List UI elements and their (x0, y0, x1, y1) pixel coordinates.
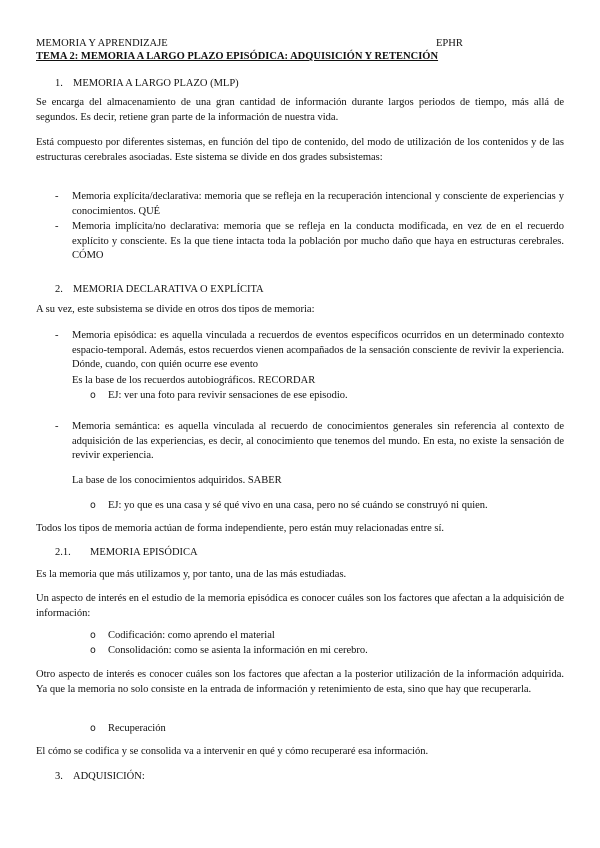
sub-item-text: EJ: ver una foto para revivir sensaciones de ese episodio. (108, 390, 348, 401)
bullet-text: Memoria episódica: es aquella vinculada a recuerdos de eventos específicos ocurridos en un determinado contexto espacio-temporal. Además, estos recuerdos vienen acompañados de la sensación consciente de revivir la experiencia. Dónde, cuando, con quién ocurre ese evento (72, 330, 564, 371)
bullet-dash: - (55, 191, 59, 202)
bullet-text: Memoria implícita/no declarativa: memoria que se refleja en la conducta modificada, en vez de en el recuerdo explícito y consciente. Es la que tiene intacta toda la población por mucho daño que haya en estructuras cerebrales. CÓMO (72, 221, 564, 262)
bullet-dash: - (55, 330, 59, 341)
sub-item (90, 499, 488, 514)
sub-item (90, 644, 368, 659)
sub-bullet: o (90, 390, 96, 401)
sub-item-text: EJ: yo que es una casa y sé qué vivo en una casa, pero no sé cuándo se construyó ni quien. (108, 500, 488, 511)
bullet-dash: - (55, 221, 59, 232)
bullet-item (55, 220, 564, 264)
section-title: MEMORIA EPISÓDICA (90, 547, 198, 558)
section-title: MEMORIA A LARGO PLAZO (MLP) (73, 78, 239, 89)
section-title: MEMORIA DECLARATIVA O EXPLÍCITA (73, 284, 264, 295)
bullet-item (55, 420, 564, 464)
sub-bullet: o (90, 723, 96, 734)
sub-item-text: Recuperación (108, 723, 166, 734)
section-number: 1. (55, 78, 63, 89)
bullet-continuation: La base de los conocimientos adquiridos. SABER (72, 475, 282, 486)
bullet-item (55, 190, 564, 219)
bullet-dash: - (55, 421, 59, 432)
paragraph: Otro aspecto de interés es conocer cuáles son los factores que afectan a la posterior utilización de la información adquirida. Ya que la memoria no solo consiste en la entrada de información y retenimiento de esta, sino que hay que recuperarla. (36, 669, 564, 695)
bullet-text: Memoria semántica: es aquella vinculada al recuerdo de conocimientos generales sin referencia al contexto de adquisición de las experiencias, es decir, al conocimiento que tenemos del mundo. En esta, no existe la sensación de revivir experiencia. (72, 421, 564, 462)
document-title: TEMA 2: MEMORIA A LARGO PLAZO EPISÓDICA: ADQUISICIÓN Y RETENCIÓN (36, 51, 439, 62)
sub-item-text: Codificación: como aprendo el material (108, 630, 275, 641)
sub-bullet: o (90, 630, 96, 641)
bullet-text: Memoria explícita/declarativa: memoria que se refleja en la recuperación intencional y consciente de experiencias y conocimientos. QUÉ (72, 191, 564, 217)
header-initials: EPHR (436, 38, 463, 49)
paragraph: El cómo se codifica y se consolida va a intervenir en qué y cómo recuperaré esa información. (36, 746, 429, 757)
section-number: 3. (55, 771, 63, 782)
paragraph: Está compuesto por diferentes sistemas, en función del tipo de contenido, del modo de utilización de los contenidos y de las estructuras cerebrales asociadas. Este sistema se divide en dos grades subsistemas: (36, 137, 564, 163)
sub-item (90, 722, 166, 737)
sub-item (90, 389, 348, 404)
section-title: ADQUISICIÓN: (73, 771, 145, 782)
sub-bullet: o (90, 500, 96, 511)
paragraph: Un aspecto de interés en el estudio de la memoria episódica es conocer cuáles son los factores que afectan a la adquisición de información: (36, 593, 564, 619)
bullet-item (55, 329, 564, 373)
sub-item (90, 629, 275, 644)
header-course: MEMORIA Y APRENDIZAJE (36, 38, 168, 49)
paragraph: Es la memoria que más utilizamos y, por tanto, una de las más estudiadas. (36, 569, 347, 580)
bullet-continuation: Es la base de los recuerdos autobiográficos. RECORDAR (72, 375, 316, 386)
sub-bullet: o (90, 645, 96, 656)
paragraph: Todos los tipos de memoria actúan de forma independiente, pero están muy relacionadas entre sí. (36, 523, 445, 534)
paragraph: Se encarga del almacenamiento de una gran cantidad de información durante largos periodos de tiempo, más allá de segundos. Es decir, retiene gran parte de la información de nuestra vida. (36, 97, 564, 123)
sub-item-text: Consolidación: como se asienta la información en mi cerebro. (108, 645, 368, 656)
paragraph: A su vez, este subsistema se divide en otros dos tipos de memoria: (36, 304, 315, 315)
section-number: 2. (55, 284, 63, 295)
section-number: 2.1. (55, 547, 71, 558)
